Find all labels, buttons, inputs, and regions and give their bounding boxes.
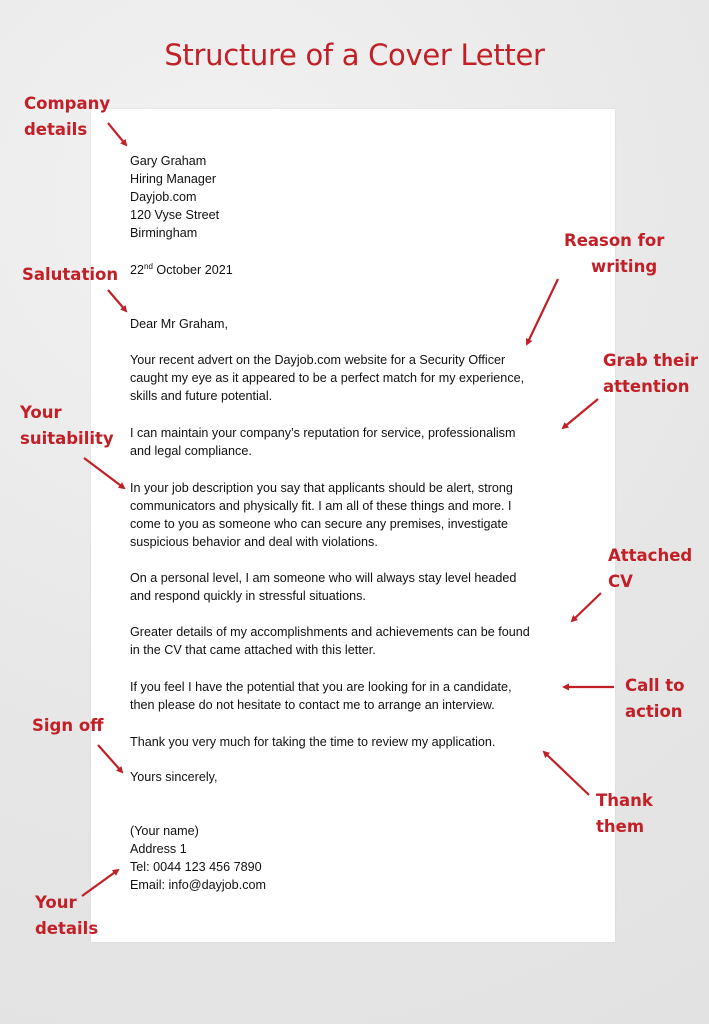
paragraph-line: In your job description you say that applicants should be alert, strong <box>130 481 513 495</box>
arrow-thank-them <box>544 752 589 795</box>
sign-off-text: Yours sincerely, <box>130 770 218 784</box>
paragraph-line: If you feel I have the potential that you are looking for in a candidate, <box>130 680 512 694</box>
paragraph-line: suspicious behavior and deal with violations. <box>130 535 378 549</box>
company-name: Dayjob.com <box>130 190 197 204</box>
company-contact-title: Hiring Manager <box>130 172 217 186</box>
annotation-thank-them: Thank them <box>596 791 653 836</box>
paragraph-line: come to you as someone who can secure any premises, investigate <box>130 517 509 531</box>
date-day: 22 <box>130 263 145 277</box>
salutation-text: Dear Mr Graham, <box>130 317 228 331</box>
company-contact-name: Gary Graham <box>130 154 207 168</box>
paragraph-line: Thank you very much for taking the time to review my application. <box>130 735 496 749</box>
your-address: Address 1 <box>130 842 187 856</box>
annotation-company-details: Company details <box>24 94 111 139</box>
annotation-salutation: Salutation <box>22 265 119 284</box>
paragraph-line: Greater details of my accomplishments and achievements can be found <box>130 625 530 639</box>
annotation-your-details: Your details <box>35 893 99 938</box>
annotation-call-to-action: Call to action <box>625 676 685 721</box>
your-phone: Tel: 0044 123 456 7890 <box>130 860 262 874</box>
arrow-your-suitability <box>84 458 124 488</box>
annotation-attached-cv: Attached CV <box>608 546 693 591</box>
annotation-reason-for-writing: Reason for writing <box>564 231 665 276</box>
annotation-sign-off: Sign off <box>32 716 104 735</box>
paragraph-line: in the CV that came attached with this letter. <box>130 643 376 657</box>
paragraph-line: I can maintain your company’s reputation for service, professionalism <box>130 426 516 440</box>
paragraph-line: then please do not hesitate to contact me to arrange an interview. <box>130 698 495 712</box>
paragraph-line: Your recent advert on the Dayjob.com website for a Security Officer <box>130 353 506 367</box>
paragraph-line: On a personal level, I am someone who will always stay level headed <box>130 571 517 585</box>
paragraph-line: and respond quickly in stressful situations. <box>130 589 366 603</box>
company-street: 120 Vyse Street <box>130 208 220 222</box>
paragraph-line: skills and future potential. <box>130 389 273 403</box>
arrow-attached-cv <box>572 593 601 621</box>
arrow-your-details <box>82 870 118 896</box>
arrow-reason-for-writing <box>527 279 558 344</box>
annotation-your-suitability: Your suitability <box>20 403 114 448</box>
your-email: Email: info@dayjob.com <box>130 878 266 892</box>
annotation-grab-attention: Grab their attention <box>603 351 698 396</box>
paragraph-line: and legal compliance. <box>130 444 252 458</box>
arrow-sign-off <box>98 745 122 772</box>
arrow-grab-attention <box>563 399 598 428</box>
page-title: Structure of a Cover Letter <box>164 38 545 72</box>
paragraph-line: communicators and physically fit. I am all of these things and more. I <box>130 499 512 513</box>
company-city: Birmingham <box>130 226 198 240</box>
your-name: (Your name) <box>130 824 199 838</box>
paragraph-line: caught my eye as it appeared to be a perfect match for my experience, <box>130 371 525 385</box>
arrow-salutation <box>108 290 126 311</box>
date-month-year: October 2021 <box>152 263 233 277</box>
date-suffix: nd <box>144 261 153 271</box>
arrow-company-details <box>108 123 126 145</box>
